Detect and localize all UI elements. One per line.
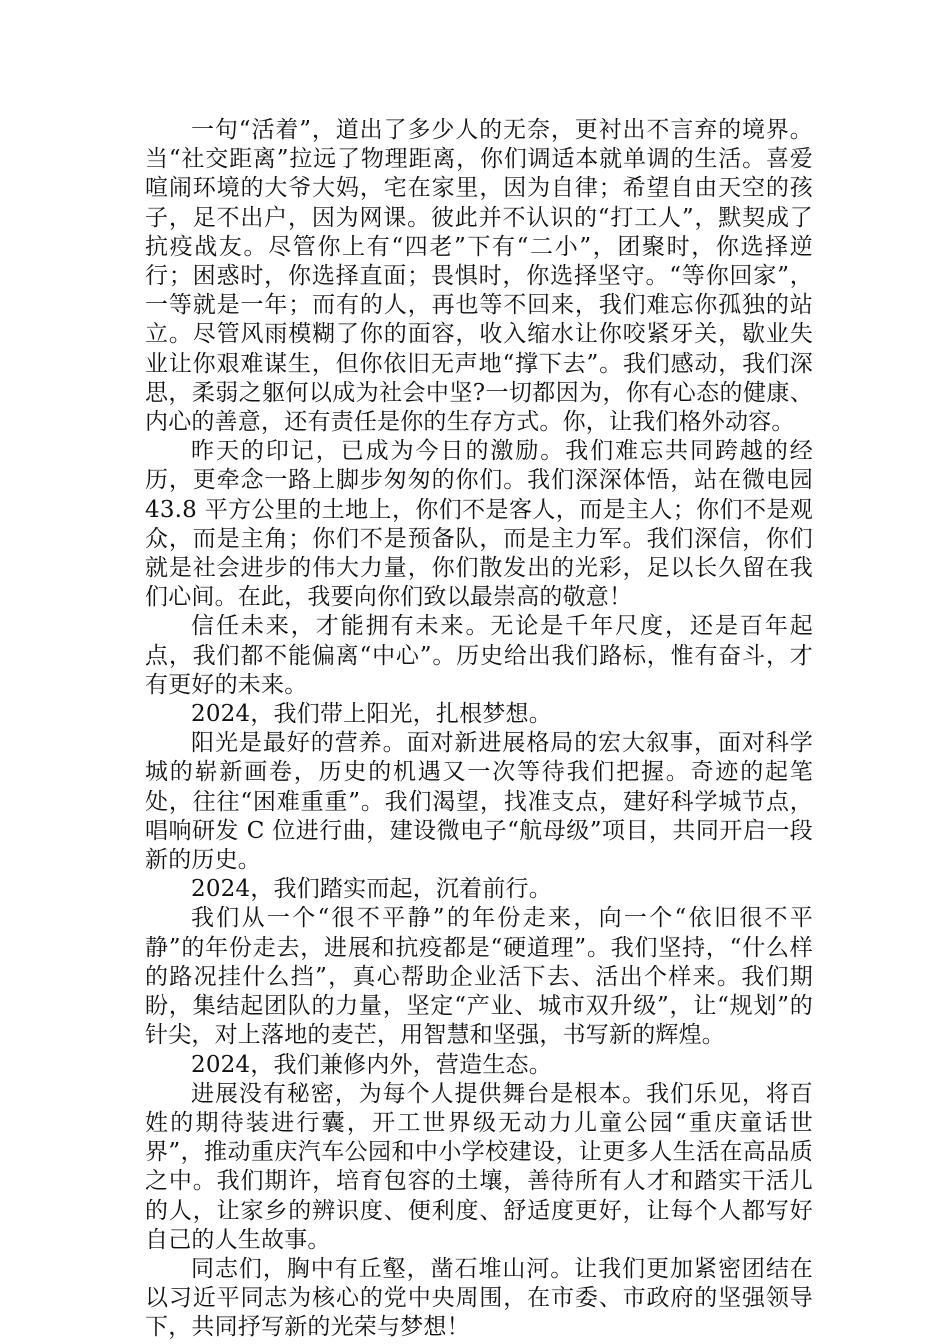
- paragraph-7: 我们从一个“很不平静”的年份走来，向一个“依旧很不平静”的年份走去，进展和抗疫都是“硬道理”。我们坚持，“什么样的路况挂什么挡”，真心帮助企业活下去、活出个样来。我们期盼，集结起团队的力量，坚定“产业、城市双升级”，让“规划”的针尖，对上落地的麦芒，用智慧和坚强，书写新的辉煌。: [145, 905, 813, 1049]
- paragraph-5: 阳光是最好的营养。面对新进展格局的宏大叙事，面对科学城的崭新画卷，历史的机遇又一次等待我们把握。奇迹的起笔处，往往“困难重重”。我们渴望，找准支点，建好科学城节点，唱响研发 C 位进行曲，建设微电子“航母级”项目，共同开启一段新的历史。: [145, 730, 813, 874]
- paragraph-4: 2024，我们带上阳光，扎根梦想。: [191, 701, 552, 728]
- paragraph-8: 2024，我们兼修内外，营造生态。: [191, 1051, 552, 1078]
- paragraph-10: 同志们，胸中有丘壑，凿石堆山河。让我们更加紧密团结在以习近平同志为核心的党中央周围，在市委、市政府的坚强领导下，共同抒写新的光荣与梦想！: [145, 1255, 813, 1341]
- paragraph-9: 进展没有秘密，为每个人提供舞台是根本。我们乐见，将百姓的期待装进行囊，开工世界级无动力儿童公园“重庆童话世界”，推动重庆汽车公园和中小学校建设，让更多人生活在高品质之中。我们期许，培育包容的土壤，善待所有人才和踏实干活儿的人，让家乡的辨识度、便利度、舒适度更好，让每个人都写好自己的人生故事。: [145, 1080, 813, 1253]
- paragraph-2: 昨天的印记，已成为今日的激励。我们难忘共同跨越的经历，更牵念一路上脚步匆匆的你们。我们深深体悟，站在微电园 43.8 平方公里的土地上，你们不是客人，而是主人；你们不是观众，而是主角；你们不是预备队，而是主力军。我们深信，你们就是社会进步的伟大力量，你们散发出的光彩，足以长久留在我们心间。在此，我要向你们致以最崇高的敬意！: [145, 438, 813, 611]
- document-body: [145, 116, 813, 1343]
- paragraph-3: 信任未来，才能拥有未来。无论是千年尺度，还是百年起点，我们都不能偏离“中心”。历史给出我们路标，惟有奋斗，才有更好的未来。: [145, 613, 813, 698]
- paragraph-1: 一句“活着”，道出了多少人的无奈，更衬出不言弃的境界。当“社交距离”拉远了物理距离，你们调适本就单调的生活。喜爱喧闹环境的大爷大妈，宅在家里，因为自律；希望自由天空的孩子，足不出户，因为网课。彼此并不认识的“打工人”，默契成了抗疫战友。尽管你上有“四老”下有“二小”，团聚时，你选择逆行；困惑时，你选择直面；畏惧时，你选择坚守。“等你回家”，一等就是一年；而有的人，再也等不回来，我们难忘你孤独的站立。尽管风雨模糊了你的面容，收入缩水让你咬紧牙关，歇业失业让你艰难谋生，但你依旧无声地“撑下去”。我们感动，我们深思，柔弱之躯何以成为社会中坚?一切都因为，你有心态的健康、内心的善意，还有责任是你的生存方式。你，让我们格外动容。: [145, 117, 813, 436]
- paragraph-6: 2024，我们踏实而起，沉着前行。: [191, 876, 552, 903]
